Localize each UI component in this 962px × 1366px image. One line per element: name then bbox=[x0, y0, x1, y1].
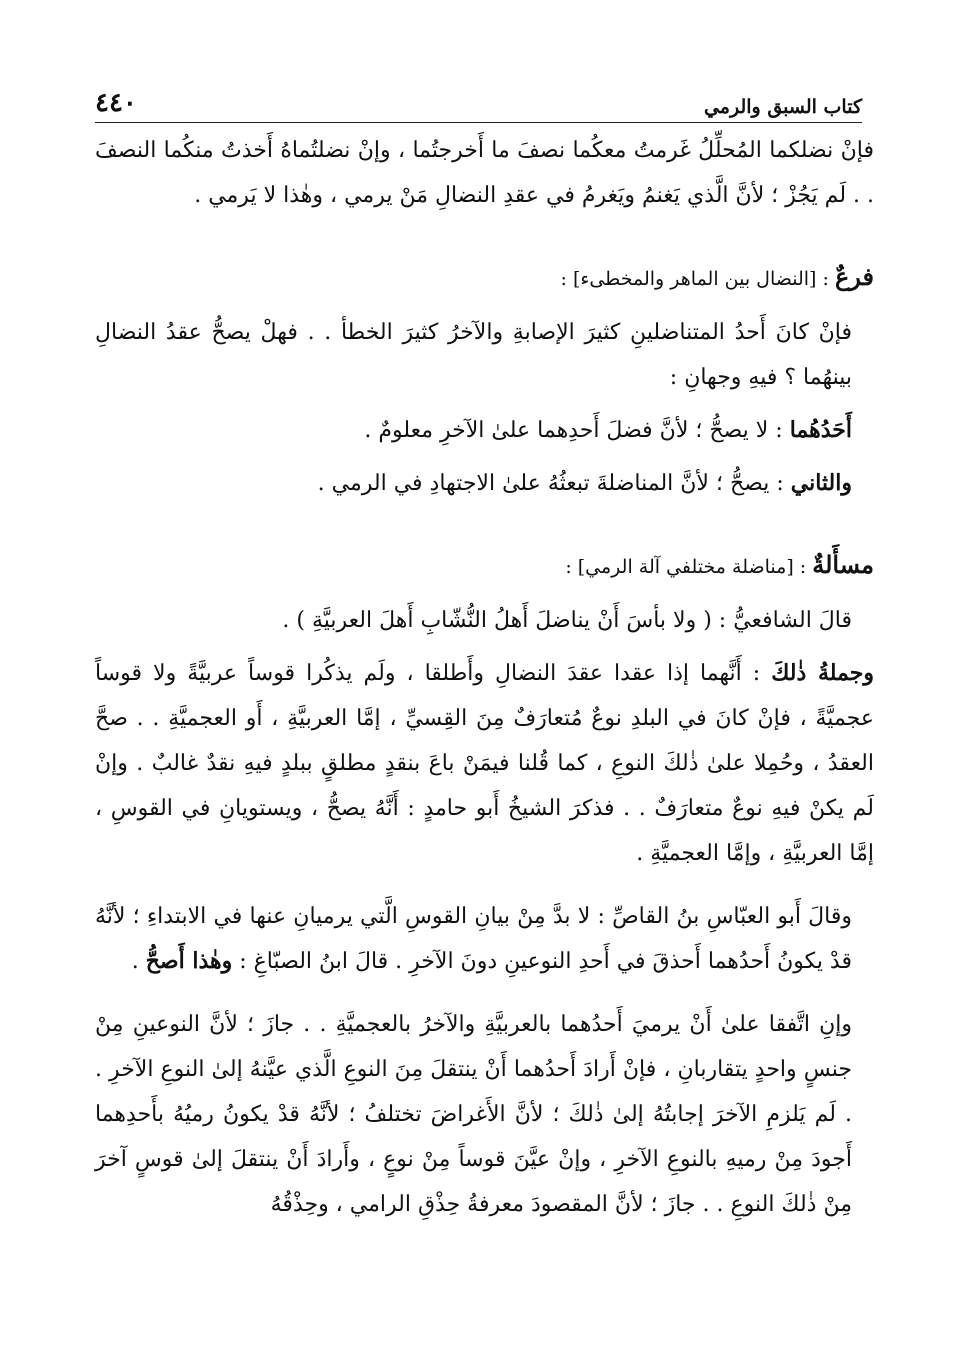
heading-title: : [مناضلة مختلفي آلة الرمي] : bbox=[565, 556, 813, 578]
paragraph-text: وقالَ أَبو العبّاسِ بنُ القاصِّ : لا بدَّ مِنْ بيانِ القوسِ الَّتي يرميانِ عنها في الابتداءِ ؛ لأنَّهُ قدْ يكونُ أَحدُهما أَحذقَ في أَحدِ النوعينِ دونَ الآخرِ . قالَ ابنُ الصبّاغِ : bbox=[95, 904, 852, 974]
page-number: ٤٤٠ bbox=[95, 88, 137, 118]
heading-label: مسأَلةٌ bbox=[812, 550, 874, 579]
paragraph-lead: وجملةُ ذٰلكَ bbox=[771, 660, 874, 686]
opinion-first bbox=[95, 408, 874, 453]
paragraph bbox=[95, 894, 874, 984]
opinion-text: : يصحُّ ؛ لأنَّ المناضلةَ تبعثُهُ علىٰ الاجتهادِ في الرمي . bbox=[317, 471, 791, 496]
paragraph-continuation: فإنْ نضلكما المُحلِّلُ غَرمتُ معكُما نصفَ ما أَخرجتُما ، وإنْ نضلتُماهُ أَخذتُ منكُما النصفَ . . لَم يَجُزْ ؛ لأنَّ الَّذي يَغنمُ ويَغرمُ في عقدِ النضالِ مَنْ يرمي ، وهٰذا لا يَرمي . bbox=[95, 138, 874, 208]
paragraph: فإنْ كانَ أَحدُ المتناضلينِ كثيرَ الإصابةِ والآخرُ كثيرَ الخطأ . . فهلْ يصحُّ عقدُ النضالِ بينهُما ؟ فيهِ وجهانِ : bbox=[95, 320, 852, 390]
paragraph-end: . bbox=[131, 949, 146, 974]
quote-paragraph: قالَ الشافعيُّ : ( ولا بأسَ أَنْ يناضلَ أَهلُ النُّشّابِ أَهلَ العربيَّةِ ) . bbox=[282, 608, 852, 633]
header-rule bbox=[95, 122, 862, 123]
page-body bbox=[95, 128, 874, 1227]
paragraph-text: : أَنَّهما إذا عقدا عقدَ النضالِ وأَطلقا ، ولَم يذكُرا قوساً عربيَّةً ولا قوساً عجميَّةً ، فإنْ كانَ في البلدِ نوعٌ مُتعارَفٌ مِنَ القِسيِّ ، إمَّا العربيَّةِ ، أَو العجميَّةِ . . صحَّ العقدُ ، وحُمِلا علىٰ ذٰلكَ النوعِ ، كما قُلنا فيمَنْ باعَ بنقدٍ مطلقٍ ببلدٍ فيهِ نقدٌ غالبٌ . وإنْ لَم يكنْ فيهِ نوعٌ متعارَفٌ . . فذكرَ الشيخُ أَبو حامدٍ : أَنَّهُ يصحُّ ، ويستويانِ في القوسِ ، إمَّا العربيَّةِ ، وإمَّا العجميَّةِ . bbox=[95, 661, 874, 866]
opinion-label: أَحَدُهُما bbox=[789, 417, 852, 443]
section-heading-branch bbox=[95, 254, 874, 302]
section-heading-issue bbox=[95, 542, 874, 590]
heading-label: فرعٌ bbox=[834, 262, 874, 291]
paragraph bbox=[95, 651, 874, 876]
paragraph-emphasis: وهٰذا أَصحُّ bbox=[145, 948, 233, 974]
opinion-text: : لا يصحُّ ؛ لأنَّ فضلَ أَحدِهما علىٰ الآخرِ معلومٌ . bbox=[364, 418, 790, 443]
heading-title: : [النضال بين الماهر والمخطىء] : bbox=[560, 268, 835, 290]
paragraph: وإنِ اتَّفقا علىٰ أَنْ يرميَ أَحدُهما بالعربيَّةِ والآخرُ بالعجميَّةِ . . جازَ ؛ لأنَّ النوعينِ مِنْ جنسٍ واحدٍ يتقاربانِ ، فإنْ أَرادَ أَحدُهما أَنْ ينتقلَ مِنَ النوعِ الَّذي عيَّنهُ إلىٰ النوعِ الآخرِ . . لَم يَلزمِ الآخرَ إجابتُهُ إلىٰ ذٰلكَ ؛ لأنَّ الأَغراضَ تختلفُ ؛ لأنَّهُ قدْ يكونُ رميُهُ بأَحدِهما أَجودَ مِنْ رميهِ بالنوعِ الآخرِ ، وإنْ عيَّنَ قوساً مِنْ نوعٍ ، وأَرادَ أَنْ ينتقلَ إلىٰ قوسٍ آخرَ مِنْ ذٰلكَ النوعِ . . جازَ ؛ لأنَّ المقصودَ معرفةُ حِذْقِ الرامي ، وحِذْقُهُ bbox=[95, 1012, 852, 1217]
opinion-second bbox=[95, 461, 874, 506]
running-title: كتاب السبق والرمي bbox=[703, 96, 862, 118]
page-header bbox=[95, 84, 862, 118]
opinion-label: والثاني bbox=[790, 470, 852, 496]
